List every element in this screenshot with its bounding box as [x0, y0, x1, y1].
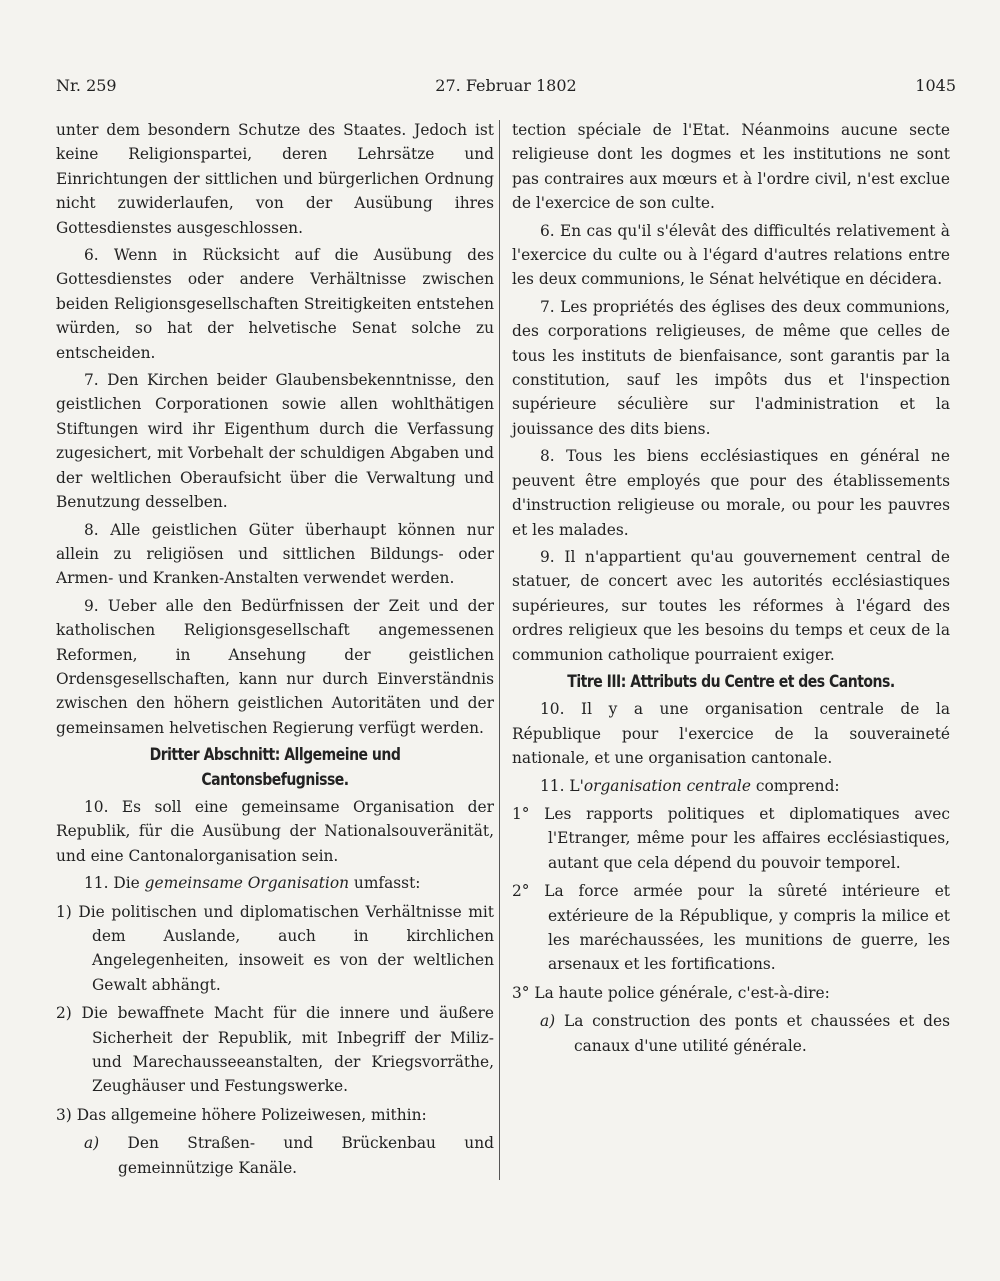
article-10: 10. Es soll eine gemeinsame Organisation der Republik, für die Ausübung der Nationalsouveränität, und eine Cantonalorganisation sein.	[56, 797, 494, 865]
article-7: 7. Den Kirchen beider Glaubensbekenntnisse, den geistlichen Corporationen sowie allen wohlthätigen Stiftungen wird ihr Eigenthum durch die Verfassung zugesichert, mit Vorbehalt der schuldigen Abgaben und der weltlichen Oberaufsicht über die Verwaltung und Benutzung desselben.	[56, 371, 494, 512]
article-11	[512, 774, 950, 798]
article-8: 8. Tous les biens ecclésiastiques en général ne peuvent être employés que pour des établissements d'instruction religieuse ou morale, ou pour les pauvres et les malades.	[512, 447, 950, 539]
document-number: Nr. 259	[56, 76, 117, 95]
list-item: 3) Das allgemeine höhere Polizeiwesen, mithin:	[56, 1105, 427, 1124]
list-item: 1° Les rapports politiques et diplomatiques avec l'Etranger, même pour les affaires ecclésiastiques, autant que cela dépend du pouvoir temporel.	[512, 804, 950, 872]
article-6: 6. Wenn in Rücksicht auf die Ausübung des Gottesdienstes oder andere Verhältnisse zwischen beiden Religionsgesellschaften Streitigkeiten entstehen würden, so hat der helvetische Senat solche zu entscheiden.	[56, 246, 494, 362]
article-11-intro: 11. Die	[84, 874, 145, 893]
column-divider	[499, 120, 500, 1180]
article-7: 7. Les propriétés des églises des deux communions, des corporations religieuses, de même que celles de tous les instituts de bienfaisance, sont garantis par la constitution, sauf les impôts dus et l'inspection supérieure séculière sur l'administration et la jouissance des dits biens.	[512, 297, 950, 438]
article-11-term: gemeinsame Organisation	[144, 874, 350, 893]
list-item: 2° La force armée pour la sûreté intérieure et extérieure de la République, y compris la milice et les maréchaussées, les munitions de guerre, les arsenaux et les fortifications.	[512, 882, 950, 974]
list-item: 1) Die politischen und diplomatischen Verhältnisse mit dem Auslande, auch in kirchlichen Angelegenheiten, insoweit es von der weltlichen Gewalt abhängt.	[56, 902, 494, 994]
sub-item-label: a)	[540, 1012, 556, 1031]
list-item: 3° La haute police générale, c'est-à-dire:	[512, 983, 830, 1002]
section-heading: Dritter Abschnitt: Allgemeine und Cantonsbefugnisse.	[149, 745, 401, 789]
article-11-term: organisation centrale	[583, 776, 751, 795]
article-9: 9. Ueber alle den Bedürfnissen der Zeit und der katholischen Religionsgesellschaft angemessenen Reformen, in Ansehung der geistlichen Ordensgesellschaften, kann nur durch Einverständnis zwischen den höhern geistlichen Autoritäten und der gemeinsamen helvetischen Regierung verfügt werden.	[56, 596, 494, 737]
list-item: 2) Die bewaffnete Macht für die innere und äußere Sicherheit der Republik, mit Inbegriff der Miliz- und Marechausseeanstalten, der Kriegsvorräthe, Zeughäuser und Festungswerke.	[56, 1004, 494, 1096]
article-11-intro: 11. L'	[540, 776, 584, 795]
document-date: 27. Februar 1802	[435, 76, 577, 95]
sub-item	[512, 1009, 950, 1058]
sub-item	[56, 1131, 494, 1180]
page-number: 1045	[915, 76, 956, 95]
sub-item-text: La construction des ponts et chaussées et des canaux d'une utilité générale.	[555, 1012, 950, 1055]
sub-item-label: a)	[84, 1134, 100, 1153]
paragraph-continued: tection spéciale de l'Etat. Néanmoins aucune secte religieuse dont les dogmes et les institutions ne sont pas contraires aux mœurs et à l'ordre civil, n'est exclue de l'exercice de son culte.	[512, 121, 950, 213]
article-8: 8. Alle geistlichen Güter überhaupt können nur allein zu religiösen und sittlichen Bildungs- oder Armen- und Kranken-Anstalten verwendet werden.	[56, 520, 494, 588]
sub-item-text: Den Straßen- und Brückenbau und gemeinnützige Kanäle.	[99, 1134, 494, 1177]
article-11-rest: umfasst:	[349, 874, 421, 893]
article-10: 10. Il y a une organisation centrale de la République pour l'exercice de la souveraineté nationale, et une organisation cantonale.	[512, 700, 950, 768]
article-11-rest: comprend:	[750, 776, 840, 795]
article-9: 9. Il n'appartient qu'au gouvernement central de statuer, de concert avec les autorités ecclésiastiques supérieures, sur toutes les réformes à l'égard des ordres religieux que les besoins du temps et ceux de la communion catholique pourraient exiger.	[512, 547, 950, 664]
paragraph-continued: unter dem besondern Schutze des Staates. Jedoch ist keine Religionspartei, deren Lehrsätze und Einrichtungen der sittlichen und bürgerlichen Ordnung nicht zuwiderlaufen, von der Ausübung ihres Gottesdienstes ausgeschlossen.	[56, 121, 494, 237]
article-11	[56, 871, 494, 895]
french-column	[512, 118, 950, 1058]
section-heading: Titre III: Attributs du Centre et des Cantons.	[567, 671, 895, 691]
article-6: 6. En cas qu'il s'élevât des difficultés relativement à l'exercice du culte ou à l'égard d'autres relations entre les deux communions, le Sénat helvétique en décidera.	[512, 221, 950, 289]
german-column	[56, 118, 494, 1180]
page-header	[56, 76, 956, 100]
